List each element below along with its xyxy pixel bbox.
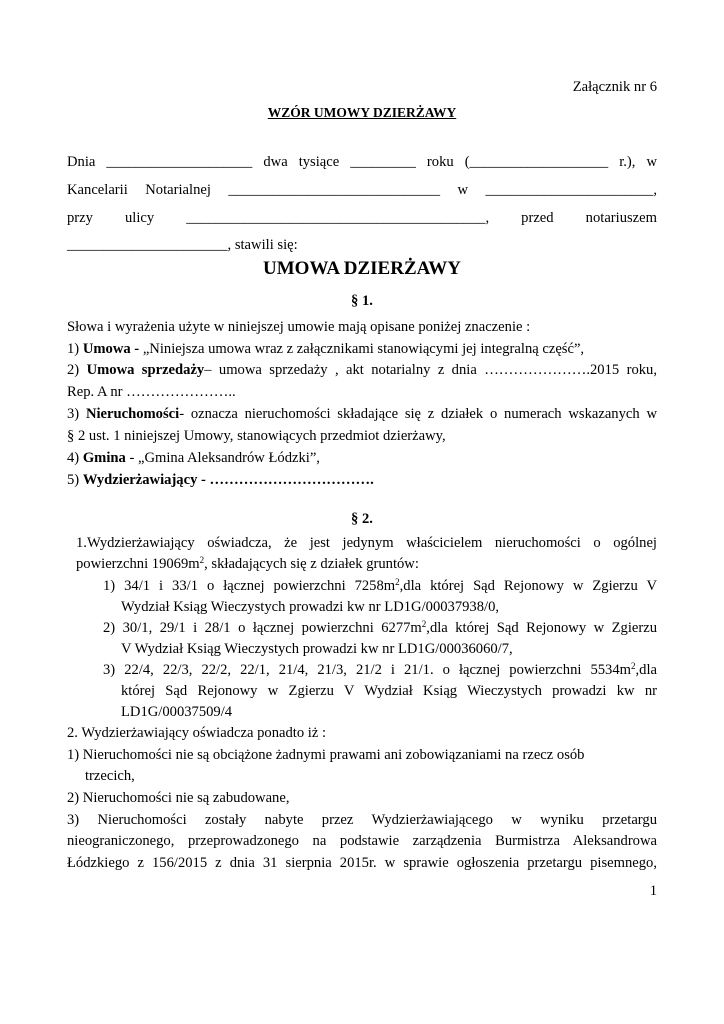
plot-item-3-line-3: LD1G/00037509/4 [121, 704, 233, 720]
definition-5: 5) Wydzierżawiający - ……………………………. [67, 472, 374, 488]
attachment-label: Załącznik nr 6 [572, 79, 657, 95]
statement-3-line-2: nieograniczonego, przeprowadzonego na podstawie zarządzenia Burmistrza Aleksandrowa [67, 833, 657, 849]
section-2-paragraph-2: 2. Wydzierżawiający oświadcza ponadto iż : [67, 725, 326, 741]
statement-3-line-1: 3) Nieruchomości zostały nabyte przez Wydzierżawiającego w wyniku przetargu [67, 812, 657, 828]
intro-line-3: przy ulicy _________________________________________, przed notariuszem [67, 210, 657, 226]
section-2-heading: § 2. [351, 511, 373, 527]
definition-2: 2) Umowa sprzedaży– umowa sprzedaży , akt notarialny z dnia ………………….2015 roku, [67, 362, 657, 378]
definition-4: 4) Gmina - „Gmina Aleksandrów Łódzki”, [67, 450, 320, 466]
section-1-intro: Słowa i wyrażenia użyte w niniejszej umowie mają opisane poniżej znaczenie : [67, 319, 531, 335]
definition-term: Umowa sprzedaży [86, 362, 205, 378]
section-2-paragraph-1-line-2: powierzchni $19069m^2$, składających się z działek gruntów: [76, 555, 419, 572]
definition-3-continuation: § 2 ust. 1 niniejszej Umowy, stanowiących przedmiot dzierżawy, [67, 428, 446, 444]
statement-1-line-1: 1) Nieruchomości nie są obciążone żadnymi prawami ani zobowiązaniami na rzecz osób [67, 747, 585, 763]
intro-line-1: Dnia ____________________ dwa tysiące _________ roku (___________________ r.), w [67, 154, 657, 170]
statement-2: 2) Nieruchomości nie są zabudowane, [67, 790, 290, 806]
section-2-paragraph-1-line-1: 1.Wydzierżawiający oświadcza, że jest jedynym właścicielem nieruchomości o ogólnej [76, 535, 657, 551]
main-title: UMOWA DZIERŻAWY [263, 258, 461, 279]
plot-item-3-line-1: 3) 22/4, 22/3, 22/2, 22/1, 21/4, 21/3, 21/2 i 21/1. o łącznej powierzchni $5534m^2,dla$ [103, 661, 657, 678]
intro-line-4: ______________________, stawili się: [67, 237, 298, 253]
definition-1: 1) Umowa - „Niniejsza umowa wraz z załącznikami stanowiącymi jej integralną część”, [67, 341, 585, 357]
section-1-heading: § 1. [351, 293, 373, 309]
statement-3-line-3: Łódzkiego z 156/2015 z dnia 31 sierpnia 2015r. w sprawie ogłoszenia przetargu pisemnego, [67, 855, 657, 871]
plot-item-1-line-1: 1) 34/1 i 33/1 o łącznej powierzchni $7258m^2,dla$ której Sąd Rejonowy w Zgierzu V [103, 577, 657, 594]
definition-term: Nieruchomości [85, 406, 180, 422]
statement-1-line-2: trzecich, [85, 768, 135, 784]
plot-item-3-line-2: której Sąd Rejonowy w Zgierzu V Wydział Ksiąg Wieczystych prowadzi kw nr [121, 683, 657, 699]
plot-item-2-line-2: V Wydział Ksiąg Wieczystych prowadzi kw nr LD1G/00036060/7, [121, 641, 513, 657]
document-title: WZÓR UMOWY DZIERŻAWY [267, 105, 457, 120]
definition-term: Umowa - [82, 341, 140, 357]
page-number: 1 [649, 883, 657, 899]
definition-2-continuation: Rep. A nr ………………….. [67, 384, 236, 400]
plot-item-1-line-2: Wydział Ksiąg Wieczystych prowadzi kw nr LD1G/00037938/0, [121, 599, 500, 615]
intro-line-2: Kancelarii Notarialnej _____________________________ w _______________________, [67, 182, 657, 198]
definition-term: Wydzierżawiający - ……………………………. [82, 472, 374, 488]
definition-term: Gmina [82, 450, 126, 466]
definition-3: 3) Nieruchomości- oznacza nieruchomości składające się z działek o numerach wskazanych w [67, 406, 657, 422]
plot-item-2-line-1: 2) 30/1, 29/1 i 28/1 o łącznej powierzchni $6277m^2,dla$ której Sąd Rejonowy w Zgierzu [103, 619, 657, 636]
